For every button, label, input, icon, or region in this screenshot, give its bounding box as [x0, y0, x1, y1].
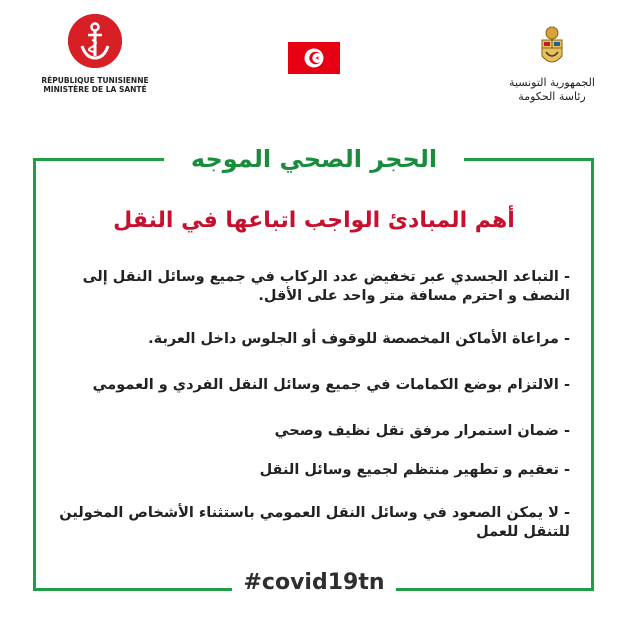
ministry-caption-line2: MINISTÈRE DE LA SANTÉ: [43, 85, 147, 94]
gov-caption-line1: الجمهورية التونسية: [509, 76, 595, 89]
bullet-dash: -: [563, 505, 570, 521]
list-item: [58, 268, 570, 306]
bullet-text: لا يمكن الصعود في وسائل النقل العمومي باستثناء الأشخاص المخولين للتنقل للعمل: [59, 505, 570, 540]
page-title: الحجر الصحي الموجه: [164, 140, 464, 178]
list-item: [58, 376, 570, 395]
bullet-text: التباعد الجسدي عبر تخفيض عدد الركاب في جميع وسائل النقل إلى النصف و احترم مسافة متر واحد على الأقل.: [82, 269, 570, 304]
gov-caption-line2: رئاسة الحكومة: [518, 90, 586, 103]
header: [0, 0, 628, 120]
list-item: [58, 330, 570, 349]
hashtag: #covid19tn: [232, 566, 396, 600]
ministry-logo: [40, 14, 150, 124]
bullet-dash: -: [563, 331, 570, 347]
bullet-text: مراعاة الأماكن المخصصة للوقوف أو الجلوس داخل العربة.: [148, 331, 559, 347]
list-item: [58, 422, 570, 441]
list-item: [58, 461, 570, 480]
subtitle: أهم المبادئ الواجب اتباعها في النقل: [113, 208, 515, 233]
list-item: [58, 504, 570, 542]
tunisia-flag-icon: [288, 42, 340, 74]
bullet-dash: -: [563, 462, 570, 478]
government-caption: [502, 76, 602, 104]
government-logo: [502, 20, 602, 120]
bullet-dash: -: [563, 423, 570, 439]
bullet-text: تعقيم و تطهير منتظم لجميع وسائل النقل: [259, 462, 559, 478]
coat-of-arms-icon: [540, 26, 564, 70]
bullet-text: ضمان استمرار مرفق نقل نظيف وصحي: [274, 423, 559, 439]
anchor-emblem-icon: [68, 14, 122, 68]
ministry-caption-line1: RÉPUBLIQUE TUNISIENNE: [41, 76, 149, 85]
bullet-dash: -: [563, 269, 570, 285]
bullet-dash: -: [563, 377, 570, 393]
ministry-caption: [40, 76, 150, 94]
bullet-text: الالتزام بوضع الكمامات في جميع وسائل النقل الفردي و العمومي: [92, 377, 559, 393]
